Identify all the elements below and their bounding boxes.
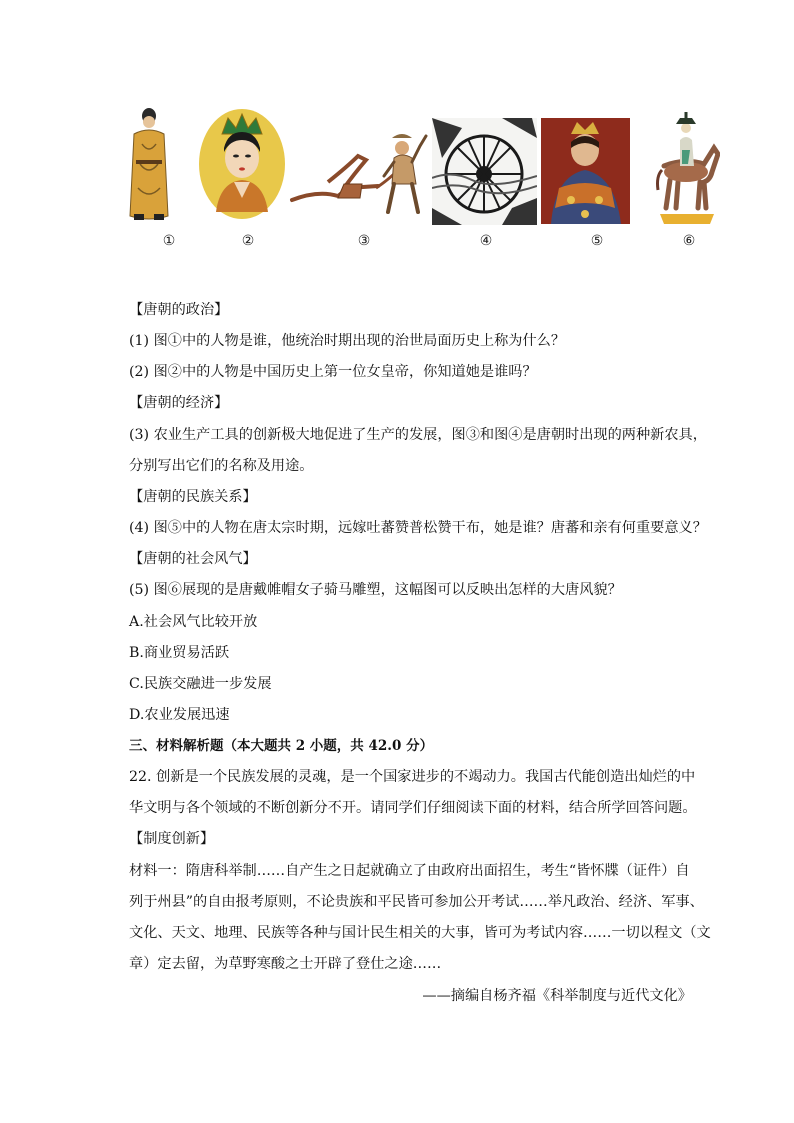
material-line-4: 章）定去留，为草野寒酸之士开辟了登仕之途…… [129, 956, 442, 972]
economy-heading: 【唐朝的经济】 [129, 395, 229, 411]
question-22-line-1: 22. 创新是一个民族发展的灵魂，是一个国家进步的不竭动力。我国古代能创造出灿烂的中 [129, 769, 696, 785]
option-d: D.农业发展迅速 [129, 707, 230, 723]
question-3-line-2: 分别写出它们的名称及用途。 [129, 458, 314, 474]
figure-strip [0, 0, 794, 260]
figure-label-3: ③ [357, 233, 371, 249]
empress-portrait-icon [198, 108, 286, 220]
social-heading: 【唐朝的社会风气】 [129, 551, 257, 567]
question-3-line-1: (3) 农业生产工具的创新极大地促进了生产的发展，图③和图④是唐朝时出现的两种新农具， [129, 427, 707, 443]
question-5: (5) 图⑥展现的是唐戴帷帽女子骑马雕塑，这幅图可以反映出怎样的大唐风貌？ [129, 582, 622, 598]
option-b: B.商业贸易活跃 [129, 645, 230, 661]
question-4: (4) 图⑤中的人物在唐太宗时期，远嫁吐蕃赞普松赞干布，她是谁？唐蕃和亲有何重要意义？ [129, 520, 707, 536]
princess-portrait-icon [541, 118, 630, 224]
question-1: (1) 图①中的人物是谁，他统治时期出现的治世局面历史上称为什么？ [129, 333, 566, 349]
system-innovation-heading: 【制度创新】 [129, 831, 215, 847]
material-line-3: 文化、天文、地理、民族等各种与国计民生相关的大事，皆可为考试内容……一切以程文（文 [129, 925, 711, 941]
option-a: A.社会风气比较开放 [129, 614, 258, 630]
figure-label-2: ② [241, 233, 255, 249]
figure-label-4: ④ [479, 233, 493, 249]
politics-heading: 【唐朝的政治】 [129, 302, 229, 318]
figure-label-1: ① [162, 233, 176, 249]
figure-label-6: ⑥ [682, 233, 696, 249]
ethnic-heading: 【唐朝的民族关系】 [129, 489, 257, 505]
material-line-1: 材料一：隋唐科举制……自产生之日起就确立了由政府出面招生，考生“皆怀牒（证件）自 [129, 863, 690, 879]
emperor-portrait-icon [128, 104, 170, 224]
figure-label-5: ⑤ [590, 233, 604, 249]
material-line-2: 列于州县”的自由报考原则，不论贵族和平民皆可参加公开考试……举凡政治、经济、军事、 [129, 894, 704, 910]
option-c: C.民族交融进一步发展 [129, 676, 272, 692]
part-3-title: 三、材料解析题（本大题共 2 小题，共 42.0 分） [129, 738, 434, 754]
horse-rider-figurine-icon [654, 110, 720, 226]
question-2: (2) 图②中的人物是中国历史上第一位女皇帝，你知道她是谁吗？ [129, 364, 537, 380]
waterwheel-engraving-icon [432, 118, 537, 225]
question-22-line-2: 华文明与各个领域的不断创新分不开。请同学们仔细阅读下面的材料，结合所学回答问题。 [129, 800, 697, 816]
material-source: ——摘编自杨齐福《科举制度与近代文化》 [422, 988, 692, 1004]
plough-farmer-icon [288, 126, 432, 220]
